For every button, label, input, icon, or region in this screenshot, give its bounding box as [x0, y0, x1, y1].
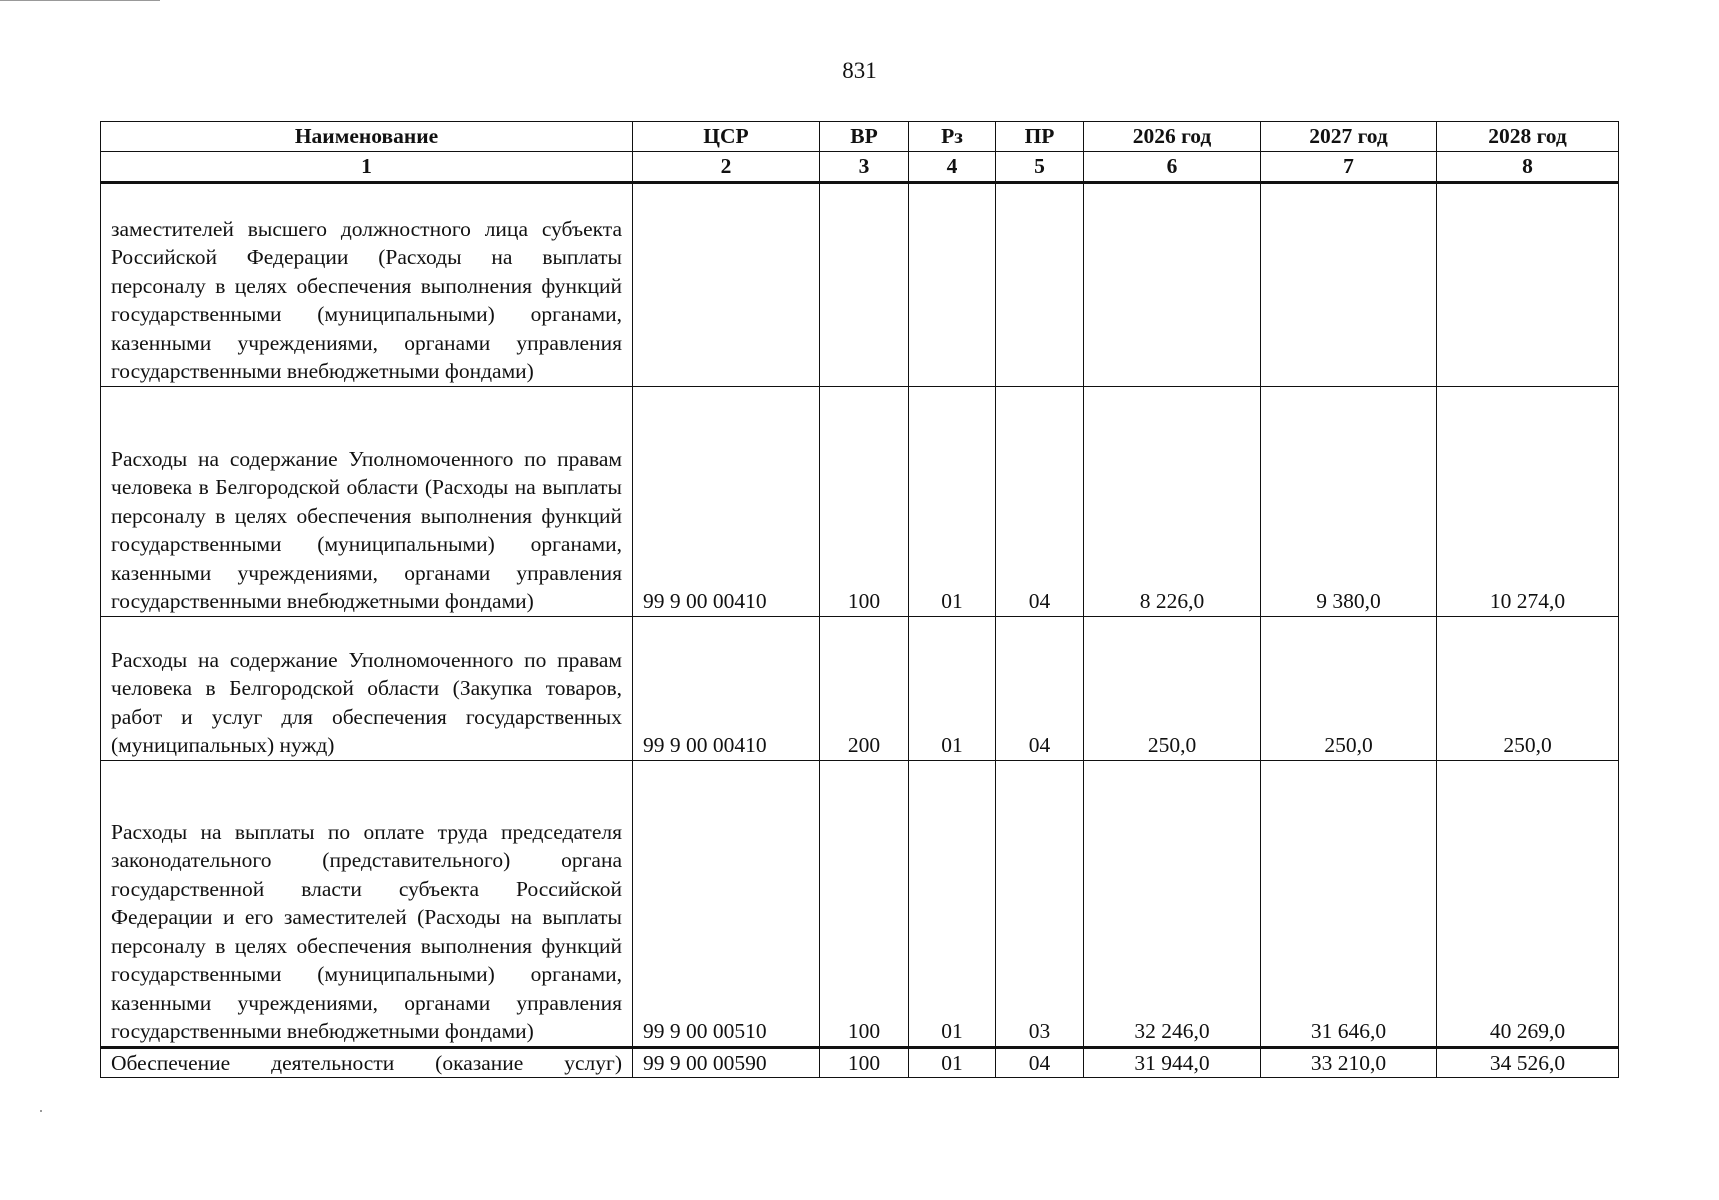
- row-rz: 01: [909, 616, 996, 760]
- table-row: [101, 1047, 1619, 1078]
- row-name: Расходы на выплаты по оплате труда председателя законодательного (представительного) органа государственной власти субъекта Российской Федерации и его заместителей (Расходы на выплаты персоналу в целях обеспечения выполнения функций государственными (муниципальными) органами, казенными учреждениями, органами управления государственными внебюджетными фондами): [101, 760, 633, 1047]
- header-2027: 2027 год: [1261, 122, 1437, 152]
- header-2026: 2026 год: [1084, 122, 1261, 152]
- row-2026: 31 944,0: [1084, 1047, 1261, 1078]
- row-2026: 32 246,0: [1084, 760, 1261, 1047]
- row-2028: 40 269,0: [1437, 760, 1619, 1047]
- column-number: 8: [1437, 152, 1619, 183]
- row-2027: [1261, 182, 1437, 386]
- header-vr: ВР: [820, 122, 909, 152]
- row-2026: 8 226,0: [1084, 386, 1261, 616]
- row-name: Расходы на содержание Уполномоченного по правам человека в Белгородской области (Закупка товаров, работ и услуг для обеспечения государственных (муниципальных) нужд): [101, 616, 633, 760]
- column-number: 4: [909, 152, 996, 183]
- row-2028: 250,0: [1437, 616, 1619, 760]
- column-number: 2: [633, 152, 820, 183]
- header-pr: ПР: [996, 122, 1084, 152]
- row-vr: 100: [820, 760, 909, 1047]
- row-name: Обеспечение деятельности (оказание услуг): [101, 1047, 633, 1078]
- row-pr: [996, 182, 1084, 386]
- row-rz: 01: [909, 386, 996, 616]
- column-number-row: [101, 152, 1619, 183]
- scan-edge-mark: [0, 0, 160, 1]
- row-csr: 99 9 00 00410: [633, 616, 820, 760]
- table-row: [101, 386, 1619, 616]
- header-rz: Рз: [909, 122, 996, 152]
- row-2027: 250,0: [1261, 616, 1437, 760]
- row-name: заместителей высшего должностного лица субъекта Российской Федерации (Расходы на выплаты персоналу в целях обеспечения выполнения функций государственными (муниципальными) органами, казенными учреждениями, органами управления государственными внебюджетными фондами): [101, 182, 633, 386]
- row-rz: [909, 182, 996, 386]
- row-vr: 100: [820, 386, 909, 616]
- page-number: 831: [842, 58, 877, 83]
- column-number: 3: [820, 152, 909, 183]
- column-number: 5: [996, 152, 1084, 183]
- row-rz: 01: [909, 760, 996, 1047]
- header-name: Наименование: [101, 122, 633, 152]
- row-2026: 250,0: [1084, 616, 1261, 760]
- column-number: 1: [101, 152, 633, 183]
- row-2028: 10 274,0: [1437, 386, 1619, 616]
- row-vr: 200: [820, 616, 909, 760]
- header-row: [101, 122, 1619, 152]
- row-pr: 04: [996, 386, 1084, 616]
- table-row: [101, 760, 1619, 1047]
- row-vr: 100: [820, 1047, 909, 1078]
- row-rz: 01: [909, 1047, 996, 1078]
- header-2028: 2028 год: [1437, 122, 1619, 152]
- column-number: 6: [1084, 152, 1261, 183]
- scan-dot: [40, 1110, 42, 1112]
- header-csr: ЦСР: [633, 122, 820, 152]
- table-row: [101, 616, 1619, 760]
- row-2027: 33 210,0: [1261, 1047, 1437, 1078]
- row-2028: [1437, 182, 1619, 386]
- row-2027: 9 380,0: [1261, 386, 1437, 616]
- row-pr: 04: [996, 1047, 1084, 1078]
- row-2028: 34 526,0: [1437, 1047, 1619, 1078]
- row-csr: 99 9 00 00510: [633, 760, 820, 1047]
- row-csr: 99 9 00 00410: [633, 386, 820, 616]
- budget-table: [100, 121, 1619, 1078]
- table-row: [101, 182, 1619, 386]
- row-vr: [820, 182, 909, 386]
- row-2026: [1084, 182, 1261, 386]
- row-pr: 04: [996, 616, 1084, 760]
- column-number: 7: [1261, 152, 1437, 183]
- row-name: Расходы на содержание Уполномоченного по правам человека в Белгородской области (Расходы на выплаты персоналу в целях обеспечения выполнения функций государственными (муниципальными) органами, казенными учреждениями, органами управления государственными внебюджетными фондами): [101, 386, 633, 616]
- row-csr: [633, 182, 820, 386]
- row-pr: 03: [996, 760, 1084, 1047]
- row-csr: 99 9 00 00590: [633, 1047, 820, 1078]
- row-2027: 31 646,0: [1261, 760, 1437, 1047]
